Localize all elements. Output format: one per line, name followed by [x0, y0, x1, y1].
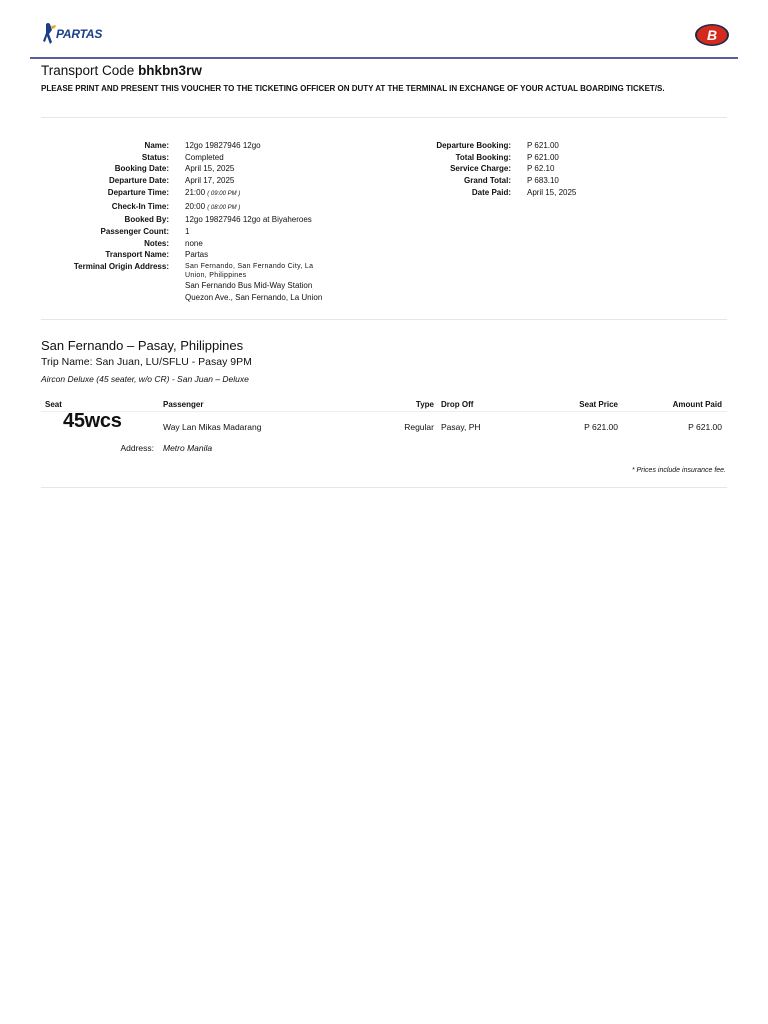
detail-label: Terminal Origin Address: — [73, 262, 169, 272]
checkin-time-12h: ( 08:00 PM ) — [207, 204, 241, 211]
address-value: Metro Manila — [163, 443, 213, 453]
detail-row-departure-time — [41, 187, 345, 201]
payment-label: Departure Booking: — [436, 141, 511, 150]
payment-value: April 15, 2025 — [527, 187, 577, 197]
payment-value: P 621.00 — [527, 152, 559, 162]
transport-code-value: bhkbn3rw — [138, 63, 202, 78]
bus-type: Aircon Deluxe (45 seater, w/o CR) - San Juan – Deluxe — [41, 374, 249, 384]
route-title: San Fernando – Pasay, Philippines — [41, 338, 244, 353]
divider — [41, 319, 727, 320]
payment-value: P 62.10 — [527, 164, 555, 174]
detail-row-terminal — [41, 261, 345, 303]
payment-label: Grand Total: — [464, 176, 511, 186]
detail-row-transport-name — [41, 249, 345, 261]
seat-number: 45wcs — [63, 410, 122, 432]
payment-label: Date Paid: — [471, 187, 511, 197]
trip-name: Trip Name: San Juan, LU/SFLU - Pasay 9PM — [41, 356, 252, 368]
col-header-seat-price: Seat Price — [579, 400, 618, 409]
amount-paid: P 621.00 — [688, 422, 722, 432]
detail-label: Booking Date: — [114, 164, 169, 174]
payment-row-service-charge — [383, 163, 576, 175]
detail-row-name — [41, 140, 345, 152]
detail-row-booked-by — [41, 214, 345, 226]
partas-wordmark: PARTAS — [56, 27, 103, 41]
detail-label: Departure Date: — [108, 176, 169, 186]
detail-row-checkin-time — [41, 201, 345, 215]
detail-label: Booked By: — [124, 215, 169, 225]
detail-value: Completed — [185, 152, 224, 162]
payment-row-date-paid — [383, 187, 576, 199]
col-header-dropoff: Drop Off — [441, 400, 474, 409]
detail-label: Departure Time: — [107, 187, 169, 197]
payment-row-departure-booking — [383, 140, 576, 152]
divider — [41, 487, 727, 488]
header — [0, 0, 768, 58]
col-header-passenger: Passenger — [163, 400, 204, 409]
detail-label: Transport Name: — [105, 250, 169, 260]
detail-row-departure-date — [41, 175, 345, 187]
payment-value: P 621.00 — [527, 141, 559, 150]
detail-value: April 17, 2025 — [185, 176, 235, 186]
detail-label: Check-In Time: — [111, 201, 169, 211]
payment-row-total-booking — [383, 152, 576, 164]
detail-label: Notes: — [144, 238, 169, 248]
detail-value: 1 — [185, 226, 190, 236]
terminal-line-3: Quezon Ave., San Fernando, La Union — [185, 292, 323, 302]
payment-row-grand-total — [383, 175, 576, 187]
detail-value — [169, 201, 345, 215]
detail-label: Name: — [144, 141, 169, 150]
badge-letter: B — [706, 27, 718, 43]
payment-label: Total Booking: — [455, 152, 511, 162]
drop-off: Pasay, PH — [441, 422, 481, 432]
transport-code-label: Transport Code — [41, 63, 135, 78]
passenger-type: Regular — [404, 422, 434, 432]
terminal-line-1: San Fernando, San Fernando City, La Union, Philippines — [185, 263, 314, 280]
payment-value: P 683.10 — [527, 176, 559, 186]
detail-label: Status: — [141, 152, 169, 162]
checkin-time-24h: 20:00 — [185, 201, 206, 211]
terminal-line-2: San Fernando Bus Mid-Way Station — [185, 281, 313, 291]
detail-row-booking-date — [41, 163, 345, 175]
detail-row-notes — [41, 238, 345, 250]
payment-label: Service Charge: — [450, 164, 511, 174]
detail-value: none — [185, 238, 203, 248]
departure-time-12h: ( 09:00 PM ) — [207, 190, 241, 197]
passenger-name: Way Lan Mikas Madarang — [163, 422, 262, 432]
bus-badge-logo — [694, 23, 730, 52]
seat-price: P 621.00 — [584, 422, 618, 432]
col-header-amount-paid: Amount Paid — [672, 400, 722, 409]
detail-label: Passenger Count: — [100, 226, 169, 236]
col-header-type: Type — [415, 400, 434, 409]
col-header-seat: Seat — [45, 400, 62, 409]
departure-time-24h: 21:00 — [185, 187, 206, 197]
detail-row-passenger-count — [41, 226, 345, 238]
divider — [41, 117, 727, 118]
terminal-address — [169, 261, 335, 303]
detail-value: April 15, 2025 — [185, 164, 235, 174]
table-header-rule — [41, 411, 727, 412]
voucher-notice: PLEASE PRINT AND PRESENT THIS VOUCHER TO THE TICKETING OFFICER ON DUTY AT THE TERMINAL IN EXCHANGE OF YOUR ACTUAL BOARDING TICKET/S. — [41, 84, 665, 93]
address-label: Address: — [120, 443, 154, 453]
transport-code — [41, 63, 202, 78]
detail-value: 12go 19827946 12go at Biyaheroes — [185, 215, 312, 225]
header-rule — [30, 57, 738, 59]
detail-value — [169, 187, 345, 201]
bus-badge-icon — [694, 23, 730, 47]
insurance-note: * Prices include insurance fee. — [631, 467, 726, 474]
payment-details — [383, 140, 576, 199]
detail-value: 12go 19827946 12go — [185, 141, 261, 150]
detail-row-status — [41, 152, 345, 164]
booking-details — [41, 140, 345, 303]
detail-value: Partas — [185, 250, 209, 260]
